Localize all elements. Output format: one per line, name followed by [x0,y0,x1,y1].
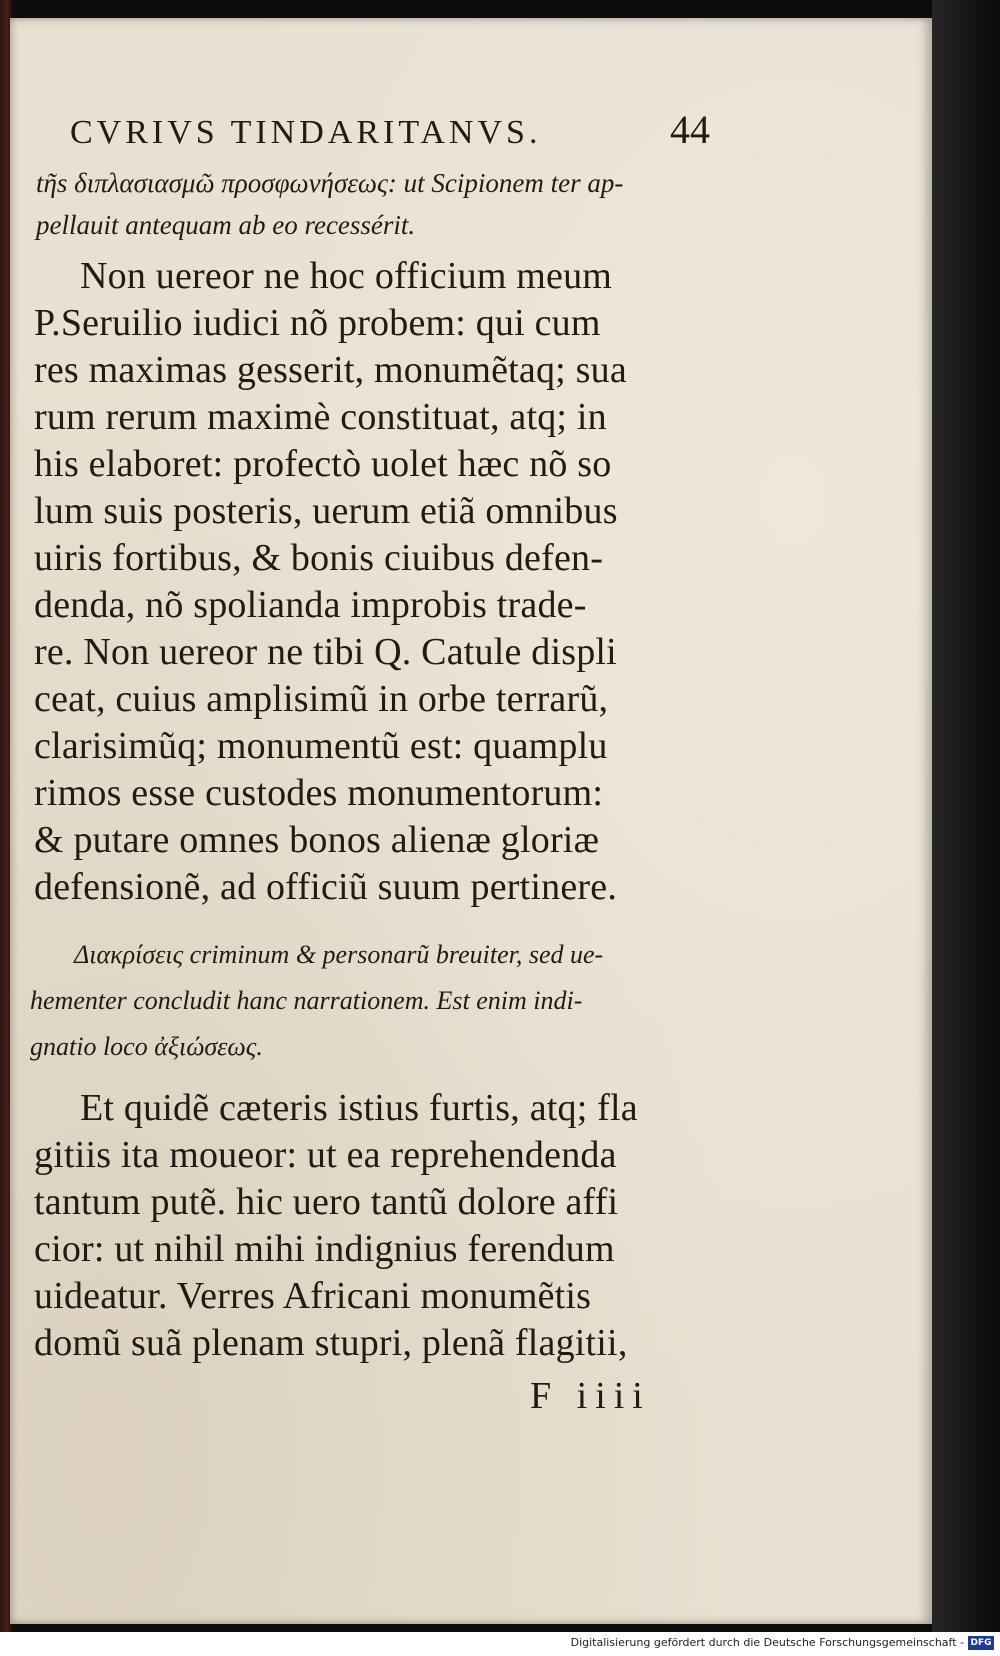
text-line: lum suis posteris, uerum etiã omnibus [34,490,618,532]
page-number: 44 [670,107,710,152]
signature-mark: F iiii [530,1375,651,1417]
text-line: rimos esse custodes monumentorum: [34,772,604,814]
text-line: domũ suã plenam stupri, plenã flagitii, [34,1322,628,1364]
scan-background [932,0,1000,1656]
funding-credit: Digitalisierung gefördert durch die Deutsche Forschungsgemeinschaft - [570,1636,964,1649]
marginal-note-line: pellauit antequam ab eo recessérit. [36,210,416,240]
text-line: gitiis ita moueor: ut ea reprehendenda [34,1134,617,1176]
text-line: cior: ut nihil mihi indignius ferendum [34,1228,615,1270]
text-line: his elaboret: profectò uolet hæc nõ so [34,443,612,485]
text-line: uiris fortibus, & bonis ciuibus defen- [34,537,604,579]
dfg-logo-icon: DFG [968,1636,994,1650]
book-page [10,18,932,1624]
text-line: & putare omnes bonos alienæ gloriæ [34,819,600,861]
text-line: uideatur. Verres Africani monumẽtis [34,1275,592,1317]
text-line: defensionẽ, ad officiũ suum pertinere. [34,866,618,908]
text-line: re. Non uereor ne tibi Q. Catule displi [34,631,617,673]
marginal-note-line: Διακρίσεις criminum & personarũ breuiter, sed ue- [74,940,604,969]
text-line: denda, nõ spolianda improbis trade- [34,584,587,626]
marginal-note-line: gnatio loco ἀξιώσεως. [30,1032,263,1061]
text-line: tantum putẽ. hic uero tantũ dolore affi [34,1181,619,1223]
text-line: Et quidẽ cæteris istius furtis, atq; fla [80,1087,638,1129]
page-header [70,106,710,166]
marginal-note-line: hementer concludit hanc narrationem. Est enim indi- [30,986,583,1015]
text-line: clarisimũq; monumentũ est: quamplu [34,725,608,767]
text-line: Non uereor ne hoc officium meum [80,255,613,297]
text-line: P.Seruilio iudici nõ probem: qui cum [34,302,601,344]
text-line: ceat, cuius amplisimũ in orbe terrarũ, [34,678,609,720]
text-line: rum rerum maximè constituat, atq; in [34,396,607,438]
text-line: res maximas gesserit, monumẽtaq; sua [34,349,627,391]
marginal-note-line: tῆs διπλασιασμῶ προσφωνήσεως: ut Scipionem ter ap- [36,168,624,198]
running-title: CVRIVS TINDARITANVS. [70,114,542,151]
